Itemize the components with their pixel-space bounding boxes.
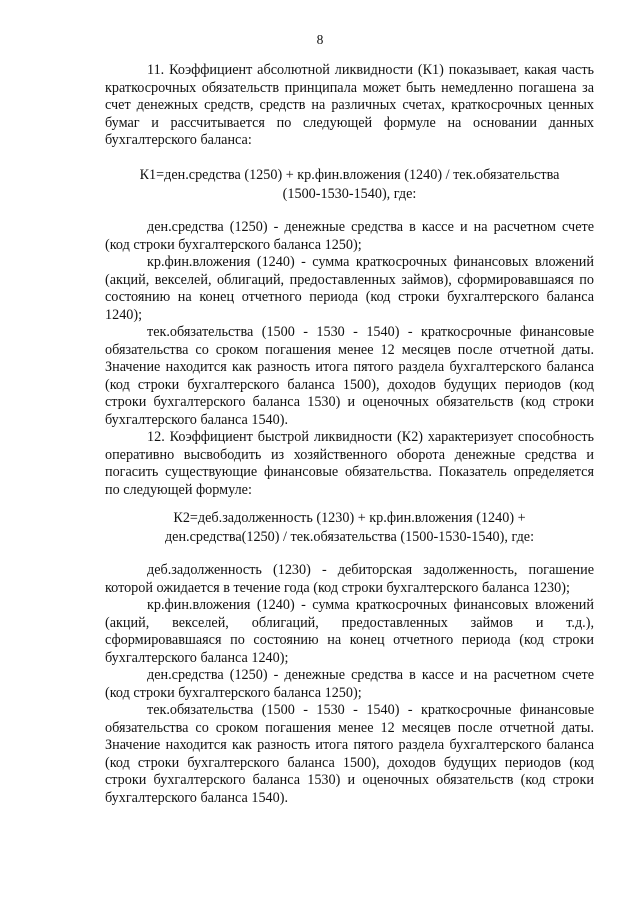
page-number: 8 <box>316 32 324 47</box>
definition-cash-k1: ден.средства (1250) - денежные средства в кассе и на расчетном счете (код строки бухгалтерского баланса 1250); <box>105 219 594 253</box>
section-12-intro: 12. Коэффициент быстрой ликвидности (К2) характеризует способность оперативно высвободить из хозяйственного оборота денежные средства и погасить существующие финансовые обязательства. Показатель определяется по следующей формуле: <box>105 429 594 498</box>
definition-liabilities-k2: тек.обязательства (1500 - 1530 - 1540) - краткосрочные финансовые обязательства со сроком погашения менее 12 месяцев после отчетной даты. Значение находится как разность итога пятого раздела бухгалтерского баланса (код строки бухгалтерского баланса 1500), доходов будущих периодов (код строки бухгалтерского баланса 1530) и оценочных обязательств (код строки бухгалтерского баланса 1540). <box>105 702 594 806</box>
definition-fin-investments-k1: кр.фин.вложения (1240) - сумма краткосрочных финансовых вложений (акций, векселей, облигаций, предоставленных займов), сформировавшаяся по состоянию на конец отчетного периода (код строки бухгалтерского баланса 1240); <box>105 254 594 323</box>
section-11-intro: 11. Коэффициент абсолютной ликвидности (К1) показывает, какая часть краткосрочных обязательств принципала может быть немедленно погашена за счет денежных средств, средств на различных счетах, краткосрочных ценных бумаг и рассчитывается по следующей формуле на основании данных бухгалтерского баланса: <box>105 62 594 148</box>
section-12-definitions <box>105 562 594 807</box>
section-11-intro-block <box>105 62 594 150</box>
formula-k2-line2: ден.средства(1250) / тек.обязательства (1500-1530-1540), где: <box>164 529 535 545</box>
definition-receivables-k2: деб.задолженность (1230) - дебиторская задолженность, погашение которой ожидается в течение года (код строки бухгалтерского баланса 1230); <box>105 562 594 596</box>
definition-fin-investments-k2: кр.фин.вложения (1240) - сумма краткосрочных финансовых вложений (акций, векселей, облигаций, предоставленных займов и т.д.), сформировавшаяся по состоянию на конец отчетного периода (код строки бухгалтерского баланса 1240); <box>105 597 594 666</box>
definition-liabilities-k1: тек.обязательства (1500 - 1530 - 1540) - краткосрочные финансовые обязательства со сроком погашения менее 12 месяцев после отчетной даты. Значение находится как разность итога пятого раздела бухгалтерского баланса (код строки бухгалтерского баланса 1500), доходов будущих периодов (код строки бухгалтерского баланса 1530) и оценочных обязательств (код строки бухгалтерского баланса 1540). <box>105 324 594 428</box>
formula-k1-line1: К1=ден.средства (1250) + кр.фин.вложения (1240) / тек.обязательства <box>139 167 560 183</box>
definition-cash-k2: ден.средства (1250) - денежные средства в кассе и на расчетном счете (код строки бухгалтерского баланса 1250); <box>105 667 594 701</box>
formula-k1-line2: (1500-1530-1540), где: <box>282 186 417 202</box>
formula-k2-line1: К2=деб.задолженность (1230) + кр.фин.вложения (1240) + <box>173 510 526 526</box>
section-11-definitions <box>105 219 594 499</box>
